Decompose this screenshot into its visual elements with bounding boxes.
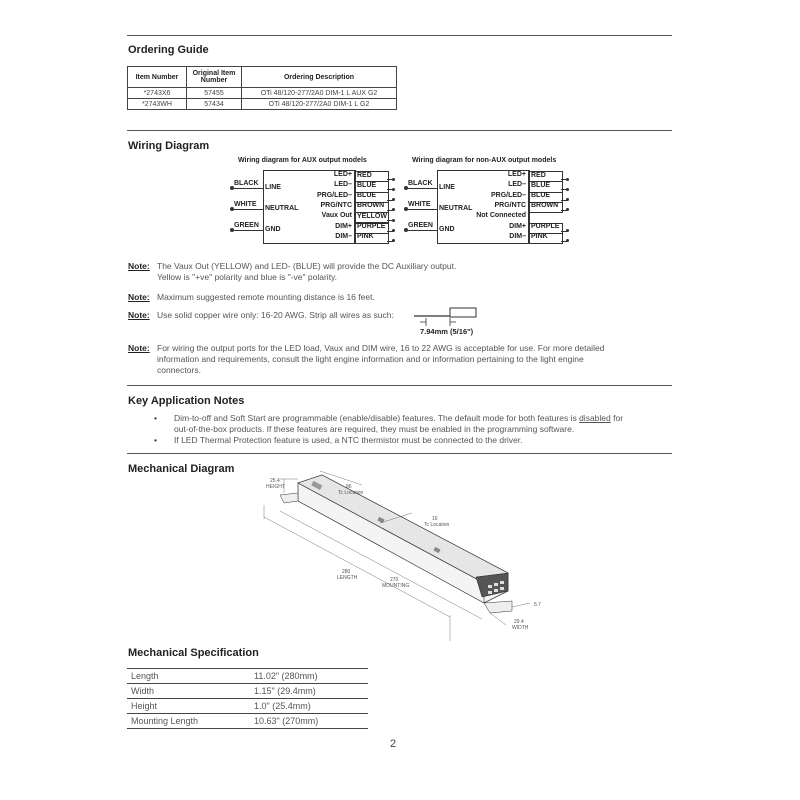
wire-end-dot [392, 239, 395, 242]
output-label: PRG/NTC [320, 201, 352, 209]
input-wire-line [232, 209, 263, 210]
table-row [127, 684, 368, 699]
input-wire-line [406, 230, 437, 231]
mechanical-drawing [250, 465, 550, 650]
note-label: Note: [128, 292, 150, 302]
note-text: information and requirements, consult the light engine information and or information pertaining to the light engine [157, 354, 584, 364]
page-number: 2 [390, 738, 397, 750]
input-wire-line [232, 230, 263, 231]
output-wire-color: PURPLE [531, 223, 560, 230]
output-label: PRG/NTC [494, 201, 526, 209]
section-rule [127, 453, 672, 454]
wire-end-dot [392, 219, 395, 222]
ordering-table [127, 66, 397, 110]
output-wire-color: PURPLE [357, 223, 386, 230]
spec-key: Width [127, 684, 250, 699]
table-row [128, 99, 397, 110]
box-divider [528, 170, 529, 242]
output-label: LED+ [507, 171, 526, 178]
bullet-icon: • [154, 413, 157, 423]
cell-original: 57434 [187, 99, 242, 110]
output-label: PRG/LED– [316, 191, 352, 199]
output-wire-color: BROWN [357, 202, 385, 210]
length-label: LENGTH [337, 575, 358, 581]
table-header-row [128, 67, 397, 88]
length-value: 280 [342, 569, 351, 575]
col-original-item-number: Original Item Number [187, 67, 242, 88]
note-4 [128, 343, 605, 375]
input-wire-color: WHITE [408, 201, 431, 208]
output-wire-color: RED [531, 171, 546, 179]
output-wire-color: BLUE [357, 192, 377, 200]
wire-end-dot [404, 186, 408, 190]
wire-end-dot [404, 207, 408, 211]
note-label: Note: [128, 343, 150, 353]
section-rule [127, 385, 672, 386]
wire-end-dot [392, 208, 395, 211]
input-label: NEUTRAL [439, 205, 473, 212]
wiring-diagram-subtitle: Wiring diagram for non-AUX output models [412, 157, 557, 164]
wire-end-dot [392, 188, 395, 191]
cell-original: 57455 [187, 88, 242, 99]
output-label: LED– [334, 181, 352, 189]
spec-key: Height [127, 699, 250, 714]
input-wire-color: BLACK [408, 180, 433, 187]
note-label: Note: [128, 261, 150, 271]
strip-length-label: 7.94mm (5/16") [420, 327, 474, 336]
output-label: PRG/LED– [490, 191, 526, 199]
spec-value: 1.15" (29.4mm) [250, 684, 368, 699]
output-wire-color: RED [357, 171, 372, 179]
output-wire-color: PINK [357, 233, 374, 241]
wire-end-dot [566, 208, 569, 211]
note-text: connectors. [157, 365, 201, 375]
tc1-value: 86 [346, 484, 352, 490]
input-wire-line [406, 209, 437, 210]
table-row [127, 714, 368, 729]
note-text: Yellow is "+ve" polarity and blue is "-ve" polarity. [157, 272, 338, 282]
note-text: For wiring the output ports for the LED load, Vaux and DIM wire, 16 to 22 AWG is acceptable for use. For more detailed [157, 343, 605, 353]
key-note-underline: disabled [579, 413, 611, 423]
spec-key: Mounting Length [127, 714, 250, 729]
spec-key: Length [127, 669, 250, 684]
wire-end-dot [392, 198, 395, 201]
output-label: LED– [508, 181, 526, 189]
mounting-value: 270 [390, 577, 399, 583]
output-label: Not Connected [476, 212, 526, 220]
wire-end-dot [230, 228, 234, 232]
output-label: DIM+ [335, 222, 352, 230]
tc2-label: Tc Location [424, 522, 450, 528]
width-label: WIDTH [512, 625, 529, 631]
tc2-value: 16 [432, 516, 438, 522]
col-item-number: Item Number [128, 67, 187, 88]
note-2 [128, 292, 375, 303]
spec-value: 11.02" (280mm) [250, 669, 368, 684]
input-wire-color: BLACK [234, 180, 259, 187]
output-wire-color: PINK [531, 233, 548, 241]
input-label: LINE [439, 184, 455, 191]
box-divider [354, 170, 355, 242]
cell-item: *2743X6 [128, 88, 187, 99]
height-label: HEIGHT [266, 484, 285, 490]
output-wire-color: BLUE [357, 181, 377, 189]
width-value: 29.4 [514, 619, 524, 625]
spec-value: 10.63" (270mm) [250, 714, 368, 729]
input-wire-color: GREEN [408, 222, 433, 229]
input-wire-color: WHITE [234, 201, 257, 208]
cell-description: OTi 48/120-277/2A0 DIM-1 L AUX G2 [242, 88, 397, 99]
wire-end-dot [392, 178, 395, 181]
wire-end-dot [566, 229, 569, 232]
mechanical-diagram-title: Mechanical Diagram [128, 463, 235, 475]
output-wire-color: BLUE [531, 181, 551, 189]
input-wire-line [406, 188, 437, 189]
input-wire-line [232, 188, 263, 189]
table-row [128, 88, 397, 99]
wire-end-dot [566, 178, 569, 181]
ordering-guide-title: Ordering Guide [128, 44, 209, 56]
tc1-label: Tc Location [338, 490, 364, 496]
wire-end-dot [566, 198, 569, 201]
key-note-text: for [610, 413, 624, 423]
wire-end-dot [566, 239, 569, 242]
height-value: 25.4 [270, 478, 280, 484]
cell-item: *2743WH [128, 99, 187, 110]
note-text: Maximum suggested remote mounting distance is 16 feet. [157, 292, 375, 302]
note-1 [128, 261, 457, 282]
input-label: NEUTRAL [265, 205, 299, 212]
key-notes-title: Key Application Notes [128, 395, 245, 407]
spec-value: 1.0" (25.4mm) [250, 699, 368, 714]
mechanical-spec-table [127, 668, 368, 729]
mounting-label: MOUNTING [382, 583, 410, 589]
output-wire-color: BLUE [531, 192, 551, 200]
wire-end-dot [566, 188, 569, 191]
col-ordering-description: Ordering Description [242, 67, 397, 88]
wire-end-dot [404, 228, 408, 232]
slot-value: 5.7 [534, 602, 541, 608]
wire-end-dot [230, 207, 234, 211]
output-label: DIM– [335, 232, 352, 240]
table-row [127, 699, 368, 714]
wire-end-dot [392, 229, 395, 232]
wire-end-dot [230, 186, 234, 190]
output-label: DIM– [509, 232, 526, 240]
output-wire-color: YELLOW [357, 212, 387, 220]
note-text: The Vaux Out (YELLOW) and LED- (BLUE) will provide the DC Auxiliary output. [157, 261, 457, 271]
wiring-diagram-subtitle: Wiring diagram for AUX output models [238, 157, 367, 164]
output-label: Vaux Out [321, 212, 352, 220]
mechanical-spec-title: Mechanical Specification [128, 647, 259, 659]
table-row [127, 669, 368, 684]
key-note-text: If LED Thermal Protection feature is used, a NTC thermistor must be connected to the driver. [174, 435, 523, 445]
output-wire-color: BROWN [531, 202, 559, 210]
key-note-text: Dim-to-off and Soft Start are programmable (enable/disable) features. The default mode for both features is [174, 413, 580, 423]
input-label: LINE [265, 184, 281, 191]
wiring-diagram-title: Wiring Diagram [128, 140, 210, 152]
output-label: LED+ [333, 171, 352, 178]
cell-description: OTi 48/120-277/2A0 DIM-1 L G2 [242, 99, 397, 110]
top-rule [127, 35, 672, 36]
input-wire-color: GREEN [234, 222, 259, 229]
section-rule [127, 130, 672, 131]
output-label: DIM+ [509, 222, 526, 230]
note-text: Use solid copper wire only: 16-20 AWG. Strip all wires as such: [157, 310, 394, 320]
bullet-icon: • [154, 435, 157, 445]
note-3 [128, 310, 394, 321]
input-label: GND [439, 226, 455, 233]
note-label: Note: [128, 310, 150, 320]
key-note-text: out-of-the-box products. If these features are required, they must be enabled in the programming software. [174, 424, 575, 434]
input-label: GND [265, 226, 281, 233]
